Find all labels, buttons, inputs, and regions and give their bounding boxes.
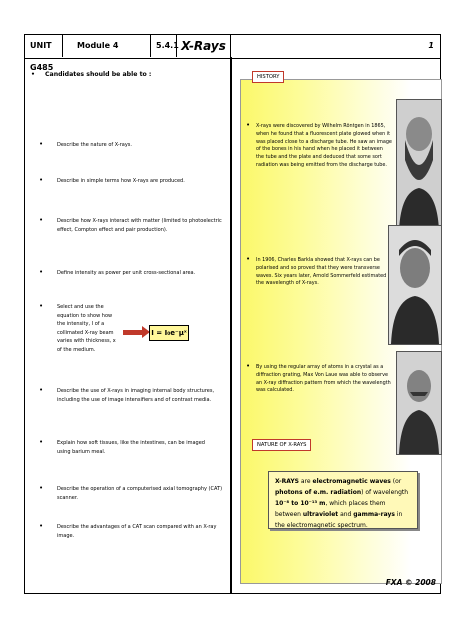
objective-item: • Describe the advantages of a CAT scan compared with an X-ray image.	[39, 523, 224, 540]
objectives-lead-text: Candidates should be able to :	[45, 71, 152, 78]
portrait-photo	[396, 351, 442, 455]
definition-term: X-RAYS	[275, 478, 299, 485]
definition-text: (or	[390, 478, 402, 485]
unit-code: UNIT G485	[25, 35, 63, 57]
objective-text: Select and use the equation to show how the intensity, I of a collimated X-ray beam varies with thickness, x of the medium.	[57, 304, 116, 353]
definition-text: ) of wavelength	[361, 489, 409, 496]
definition-text: in the electromagnetic spectrum.	[275, 511, 403, 529]
portrait-photo	[396, 99, 442, 231]
xray-definition-box	[268, 471, 418, 529]
history-paragraph: • In 1906, Charles Barkla showed that X-rays can be polarised and so proved that they were transverse waves. Six years later, Arnold Sommerfeld estimated the wavelength of X-rays.	[246, 255, 387, 287]
definition-ultraviolet: ultraviolet	[302, 511, 339, 518]
objective-text: Explain how soft tissues, like the intestines, can be imaged using barium meal.	[57, 440, 205, 455]
objective-item: • Describe the use of X-rays in imaging internal body structures, including the use of image intensifiers and of contrast media.	[39, 387, 224, 404]
objective-text: Describe the use of X-rays in imaging internal body structures, including the use of image intensifiers and of contrast media.	[57, 388, 215, 403]
definition-gamma: gamma-rays	[353, 511, 395, 518]
objective-text: Define intensity as power per unit cross-sectional area.	[57, 270, 196, 276]
definition-photons: photons of e.m. radiation	[275, 489, 362, 496]
definition-text: and	[338, 511, 354, 518]
page-number: 1	[428, 41, 434, 50]
objective-text: Describe the advantages of a CAT scan compared with an X-ray image.	[57, 524, 217, 539]
history-text: X-rays were discovered by Wilhelm Röntgen in 1865, when he found that a fluorescent plate glowed when it was placed close to a discharge tube. He saw an image of the bones in his hand when he placed it between the tube and the plate and deduced that some sort radiation was being emitted from the discharge tube.	[256, 123, 392, 168]
objectives-column	[25, 59, 230, 593]
objectives-lead: • Candidates should be able to :	[31, 71, 152, 78]
intensity-equation: I = I₀e⁻μˣ	[149, 325, 189, 341]
nature-tag: NATURE OF X-RAYS	[252, 439, 311, 451]
objective-text: Describe how X-rays interact with matter (limited to photoelectric effect, Compton effect and pair production).	[57, 218, 222, 233]
objective-item: • Describe how X-rays interact with matter (limited to photoelectric effect, Compton effect and pair production).	[39, 216, 222, 233]
objective-item: • Select and use the equation to show how the intensity, I of a collimated X-ray beam varies with thickness, x of the medium.	[39, 302, 116, 353]
copyright-footer: FXA © 2008	[385, 578, 436, 587]
module-label: Module 4	[63, 35, 151, 57]
objective-item: • Describe the operation of a computerised axial tomography (CAT) scanner.	[39, 484, 223, 501]
section-number: 5.4.1	[151, 35, 177, 57]
portrait-photo	[388, 225, 442, 345]
definition-wavelength-range: 10⁻⁸ to 10⁻¹³ m	[275, 500, 326, 507]
objective-item: • Define intensity as power per unit cross-sectional area.	[39, 269, 224, 278]
definition-text: , which places them between	[275, 500, 386, 518]
objective-text: Describe the operation of a computerised axial tomography (CAT) scanner.	[57, 486, 223, 501]
header-bar	[25, 35, 440, 72]
history-text: In 1906, Charles Barkla showed that X-rays can be polarised and so proved that they were transverse waves. Six years later, Arnold Sommerfeld estimated the wavelength of X-rays.	[256, 257, 387, 287]
history-column	[232, 59, 440, 593]
objective-item: • Describe in simple terms how X-rays are produced.	[39, 177, 224, 186]
worksheet-frame	[24, 34, 441, 594]
definition-em-waves: electromagnetic waves	[312, 478, 391, 485]
objective-item: • Explain how soft tissues, like the intestines, can be imaged using barium meal.	[39, 439, 224, 456]
history-tag: HISTORY	[252, 71, 284, 83]
objective-item: • Describe the nature of X-rays.	[39, 141, 224, 150]
definition-text: are	[298, 478, 313, 485]
page-title: X-Rays	[177, 35, 231, 57]
history-text: By using the regular array of atoms in a crystal as a diffraction grating, Max Von Laue was able to observe an X-ray diffraction pattern from which the wavelength was calculated.	[256, 364, 391, 394]
history-paragraph: • By using the regular array of atoms in a crystal as a diffraction grating, Max Von Laue was able to observe an X-ray diffraction pattern from which the wavelength was calculated.	[246, 362, 391, 394]
history-paragraph: • X-rays were discovered by Wilhelm Röntgen in 1865, when he found that a fluorescent plate glowed when it was placed close to a discharge tube. He saw an image of the bones in his hand when he placed it between the tube and the plate and deduced that some sort radiation was being emitted from the discharge tube.	[246, 121, 392, 168]
arrow-icon	[123, 330, 143, 335]
objective-text: Describe the nature of X-rays.	[57, 142, 132, 148]
objective-text: Describe in simple terms how X-rays are produced.	[57, 178, 185, 184]
